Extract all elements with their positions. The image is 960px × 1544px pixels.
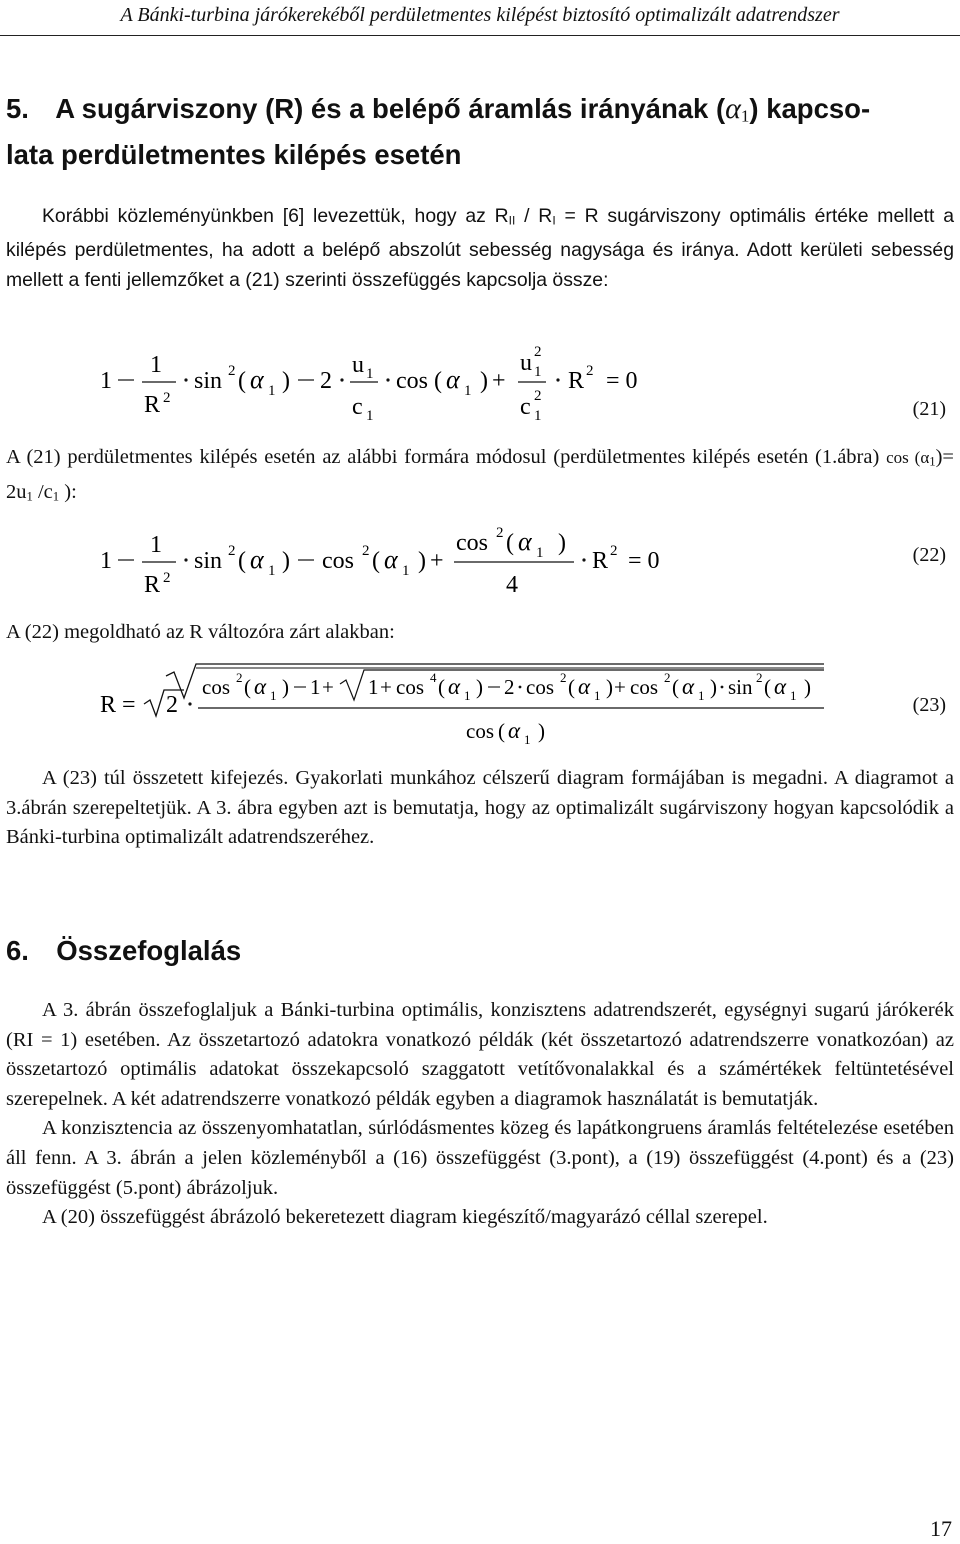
eq23-paren-b: (: [438, 675, 445, 699]
eq21-paren-close2: ): [480, 368, 488, 394]
eq23-plus1: 1: [368, 675, 379, 699]
p7-text: A (20) összefüggést ábrázoló bekeretezett diagram kiegészítő/magyarázó céllal szerepel.: [42, 1206, 768, 1229]
eq23-sqrt2: 2: [166, 692, 178, 718]
eq21-dot3: [386, 378, 389, 381]
eq23-paren-e-close: ): [804, 675, 811, 699]
eq22-frac-den-exp: 2: [163, 570, 171, 586]
eq23-minus1: 1: [310, 675, 321, 699]
eq23-plus-b: +: [380, 675, 392, 699]
eq23-paren-c: (: [568, 675, 575, 699]
eq23-number: (23): [912, 694, 946, 716]
eq23-cos-d-exp: 2: [664, 670, 671, 685]
p2-text-c: /c: [32, 480, 53, 503]
eq21-c: c: [352, 394, 363, 420]
eq21-paren-close1: ): [282, 368, 290, 394]
eq21-c2-exp: 2: [534, 388, 542, 404]
eq23-R-eq: R =: [100, 692, 136, 718]
eq22-paren-open2: (: [372, 548, 380, 574]
eq21-c2: c: [520, 394, 531, 420]
eq23-alpha-b: α: [448, 674, 461, 699]
section-5-alpha-sub: 1: [740, 106, 750, 126]
paragraph-intro: [6, 202, 954, 295]
eq22-plus: +: [430, 548, 444, 574]
eq23-plus-a: +: [322, 675, 334, 699]
eq21-alpha1: α: [250, 365, 264, 394]
eq23-dot: [188, 702, 191, 705]
eq23-alpha-d: α: [682, 674, 695, 699]
eq22-eq0: = 0: [628, 548, 660, 574]
eq21-number: (21): [912, 398, 946, 420]
eq21-frac-num: 1: [150, 352, 162, 378]
eq23-sqrt2-sign: [144, 690, 184, 716]
eq23-den-alpha-sub: 1: [524, 732, 531, 747]
p2-cos-label: cos (α: [886, 448, 930, 467]
eq22-paren-close3: ): [558, 530, 566, 556]
eq21-alpha2: α: [446, 365, 460, 394]
eq23-alpha-d-sub: 1: [698, 688, 705, 703]
eq23-paren-a: (: [244, 675, 251, 699]
eq23-cos-c: cos: [526, 675, 554, 699]
eq22-R-exp: 2: [610, 543, 618, 559]
eq23-dot-b: [519, 686, 522, 689]
eq22-alpha2: α: [384, 545, 398, 574]
eq23-alpha-a: α: [254, 674, 267, 699]
eq22-paren-close2: ): [418, 548, 426, 574]
eq22-cos-exp: 2: [362, 543, 370, 559]
eq21-plus: +: [492, 368, 506, 394]
paragraph-closed-form: A (22) megoldható az R változóra zárt alakban:: [6, 621, 395, 643]
eq22-alpha3: α: [518, 527, 532, 556]
eq21-R: R: [568, 368, 585, 394]
eq21-cos: cos: [396, 368, 428, 394]
p1-text-c: = R sugárviszony optimális értéke mellett a kilépés: [6, 205, 954, 261]
p4-text: A (23) túl összetett kifejezés. Gyakorlati munkához célszerű diagram formájában is megadni. A diagramot a 3.ábrán szerepeltetjük. A 3. ábra egyben azt is bemutatja, hogy az optimalizált sugárviszony hogyan kapcsolódik a Bánki-turbina optimalizált adatrendszeréhez.: [6, 767, 954, 849]
p5-text: A 3. ábrán összefoglaljuk a Bánki-turbina optimális, konzisztens adatrendszerét, egységnyi sugarú járókerék (RI = 1) esetében. Az összetartozó adatokra vonatkozó példák (két összetartozó adatrendszerre vonatkozóan) az összetartozó optimális adatokat összekapcsoló szaggatott vetítővonalakkal és a számértékek feltüntetésével szerepelnek. A két adatrendszerre vonatkozó példák egyben a diagramok használatát is bemutatják.: [6, 999, 954, 1110]
eq21-R-exp: 2: [586, 363, 594, 379]
eq22-paren-open3: (: [506, 530, 514, 556]
eq23-alpha-a-sub: 1: [270, 688, 277, 703]
eq21-dot1: [184, 378, 187, 381]
p1-sub-a: II: [508, 213, 516, 228]
eq21-u-sub: 1: [366, 366, 374, 382]
eq21-paren-open1: (: [238, 368, 246, 394]
eq23-alpha-c: α: [578, 674, 591, 699]
eq23-den-alpha: α: [508, 718, 521, 743]
eq23-paren-c-close: ): [606, 675, 613, 699]
eq23-den-paren-close: ): [538, 719, 545, 743]
section-5-number: 5.: [6, 93, 29, 124]
section-5-title-part2: ) kapcso-: [749, 93, 871, 124]
equation-22: [0, 518, 960, 604]
eq21-eq0: = 0: [606, 368, 638, 394]
eq22-sin: sin: [194, 548, 223, 574]
eq22-frac-den: R: [144, 572, 161, 598]
section-5-heading: [6, 92, 870, 133]
eq21-sin: sin: [194, 368, 223, 394]
eq21-u: u: [352, 352, 364, 378]
p2-sub1: 1: [929, 454, 936, 469]
p2-text-a: A (21) perdületmentes kilépés esetén az alábbi formára módosul (perdületmentes kilépés esetén (1.ábra): [6, 446, 887, 468]
eq22-cos2-exp: 2: [496, 525, 504, 541]
eq22-cos: cos: [322, 548, 354, 574]
section-5-title-part1: A sugárviszony (R) és a belépő áramlás irányának (: [55, 93, 726, 124]
eq21-sin-exp: 2: [228, 363, 236, 379]
eq22-four: 4: [506, 572, 518, 598]
eq23-cos-c-exp: 2: [560, 670, 567, 685]
eq21-u2-exp: 2: [534, 344, 542, 360]
p1-sub-b: I: [552, 213, 556, 228]
eq23-plus-c: +: [614, 675, 626, 699]
eq23-alpha-c-sub: 1: [594, 688, 601, 703]
p1-text-e: Adott kerületi sebesség mellett a fenti jellemzőket a (21) szerinti összefüggés kapcsolja össze:: [6, 238, 954, 291]
eq21-dot2: [340, 378, 343, 381]
eq21-alpha2-sub: 1: [464, 383, 472, 399]
running-header: A Bánki-turbina járókerekéből perdületmentes kilépést biztosító optimalizált adatrendszer: [120, 4, 840, 26]
eq21-c-sub: 1: [366, 408, 374, 424]
eq23-cos-b: cos: [396, 675, 424, 699]
p2-text-b: )= 2u: [6, 446, 954, 503]
section-6-number: 6.: [6, 935, 29, 966]
section-6-heading: [6, 934, 241, 968]
eq22-alpha2-sub: 1: [402, 563, 410, 579]
eq22-alpha1-sub: 1: [268, 563, 276, 579]
eq22-alpha3-sub: 1: [536, 545, 544, 561]
section-6-title: Összefoglalás: [56, 935, 242, 966]
eq21-two: 2: [320, 368, 332, 394]
eq21-paren-open2: (: [434, 368, 442, 394]
eq22-frac-num: 1: [150, 532, 162, 558]
paragraph-form-change: [6, 442, 954, 511]
section-5-alpha: α: [725, 92, 741, 125]
eq23-cos-d: cos: [630, 675, 658, 699]
p6-text: A konzisztencia az összenyomhatatlan, súrlódásmentes közeg és lapátkongruens áramlás feltételezése esetében áll fenn. A 3. ábrán a jelen közleményből a (16) összefüggést (3.pont), a (19) összefüggést (4.pont) és a (23) összefüggést (5.pont) ábrázoljuk.: [6, 1117, 954, 1199]
eq23-den-cos: cos: [466, 719, 494, 743]
eq23-sin: sin: [728, 675, 753, 699]
eq21-u2-sub: 1: [534, 364, 542, 380]
eq23-alpha-e: α: [774, 674, 787, 699]
eq23-two: 2: [504, 675, 515, 699]
eq21-c2-sub: 1: [534, 408, 542, 424]
eq22-dot2: [582, 558, 585, 561]
eq23-alpha-b-sub: 1: [464, 688, 471, 703]
equation-23: [0, 656, 960, 752]
p1-text-d: perdületmentes, ha adott a belépő abszolút sebesség nagysága és iránya.: [74, 238, 747, 261]
eq21-frac-den-exp: 2: [163, 390, 171, 406]
eq22-R: R: [592, 548, 609, 574]
p2-text-d: ):: [59, 480, 77, 503]
eq22-paren-open1: (: [238, 548, 246, 574]
eq23-cos-b-exp: 4: [430, 670, 437, 685]
eq21-u2: u: [520, 350, 532, 376]
eq23-paren-d-close: ): [710, 675, 717, 699]
eq22-paren-close1: ): [282, 548, 290, 574]
eq23-paren-e: (: [764, 675, 771, 699]
p1-text-b: / R: [515, 205, 553, 227]
eq23-sin-exp: 2: [756, 670, 763, 685]
p2-sub2: 1: [26, 489, 33, 504]
eq22-cos2: cos: [456, 530, 488, 556]
eq22-number: (22): [912, 544, 946, 566]
eq22-one: 1: [100, 548, 112, 574]
paragraph-diagram-note: [6, 764, 954, 853]
summary-paragraphs: [6, 996, 954, 1233]
eq23-dot-c: [721, 686, 724, 689]
eq23-paren-a-close: ): [282, 675, 289, 699]
eq23-cos-a-exp: 2: [236, 670, 243, 685]
eq22-dot1: [184, 558, 187, 561]
page-number: 17: [930, 1516, 952, 1541]
header-rule: [0, 35, 960, 36]
p1-text-a: Korábbi közleményünkben [6] levezettük, hogy az R: [42, 205, 509, 227]
eq21-dot4: [556, 378, 559, 381]
eq21-one: 1: [100, 368, 112, 394]
eq21-frac-den: R: [144, 392, 161, 418]
p2-sub3: 1: [52, 489, 60, 504]
equation-21: [0, 340, 960, 430]
eq23-paren-b-close: ): [476, 675, 483, 699]
section-5-heading-line2: lata perdületmentes kilépés esetén: [6, 139, 462, 170]
eq23-paren-d: (: [672, 675, 679, 699]
eq23-den-paren: (: [498, 719, 505, 743]
eq23-cos-a: cos: [202, 675, 230, 699]
eq23-alpha-e-sub: 1: [790, 688, 797, 703]
eq22-alpha1: α: [250, 545, 264, 574]
eq21-alpha1-sub: 1: [268, 383, 276, 399]
eq22-sin-exp: 2: [228, 543, 236, 559]
